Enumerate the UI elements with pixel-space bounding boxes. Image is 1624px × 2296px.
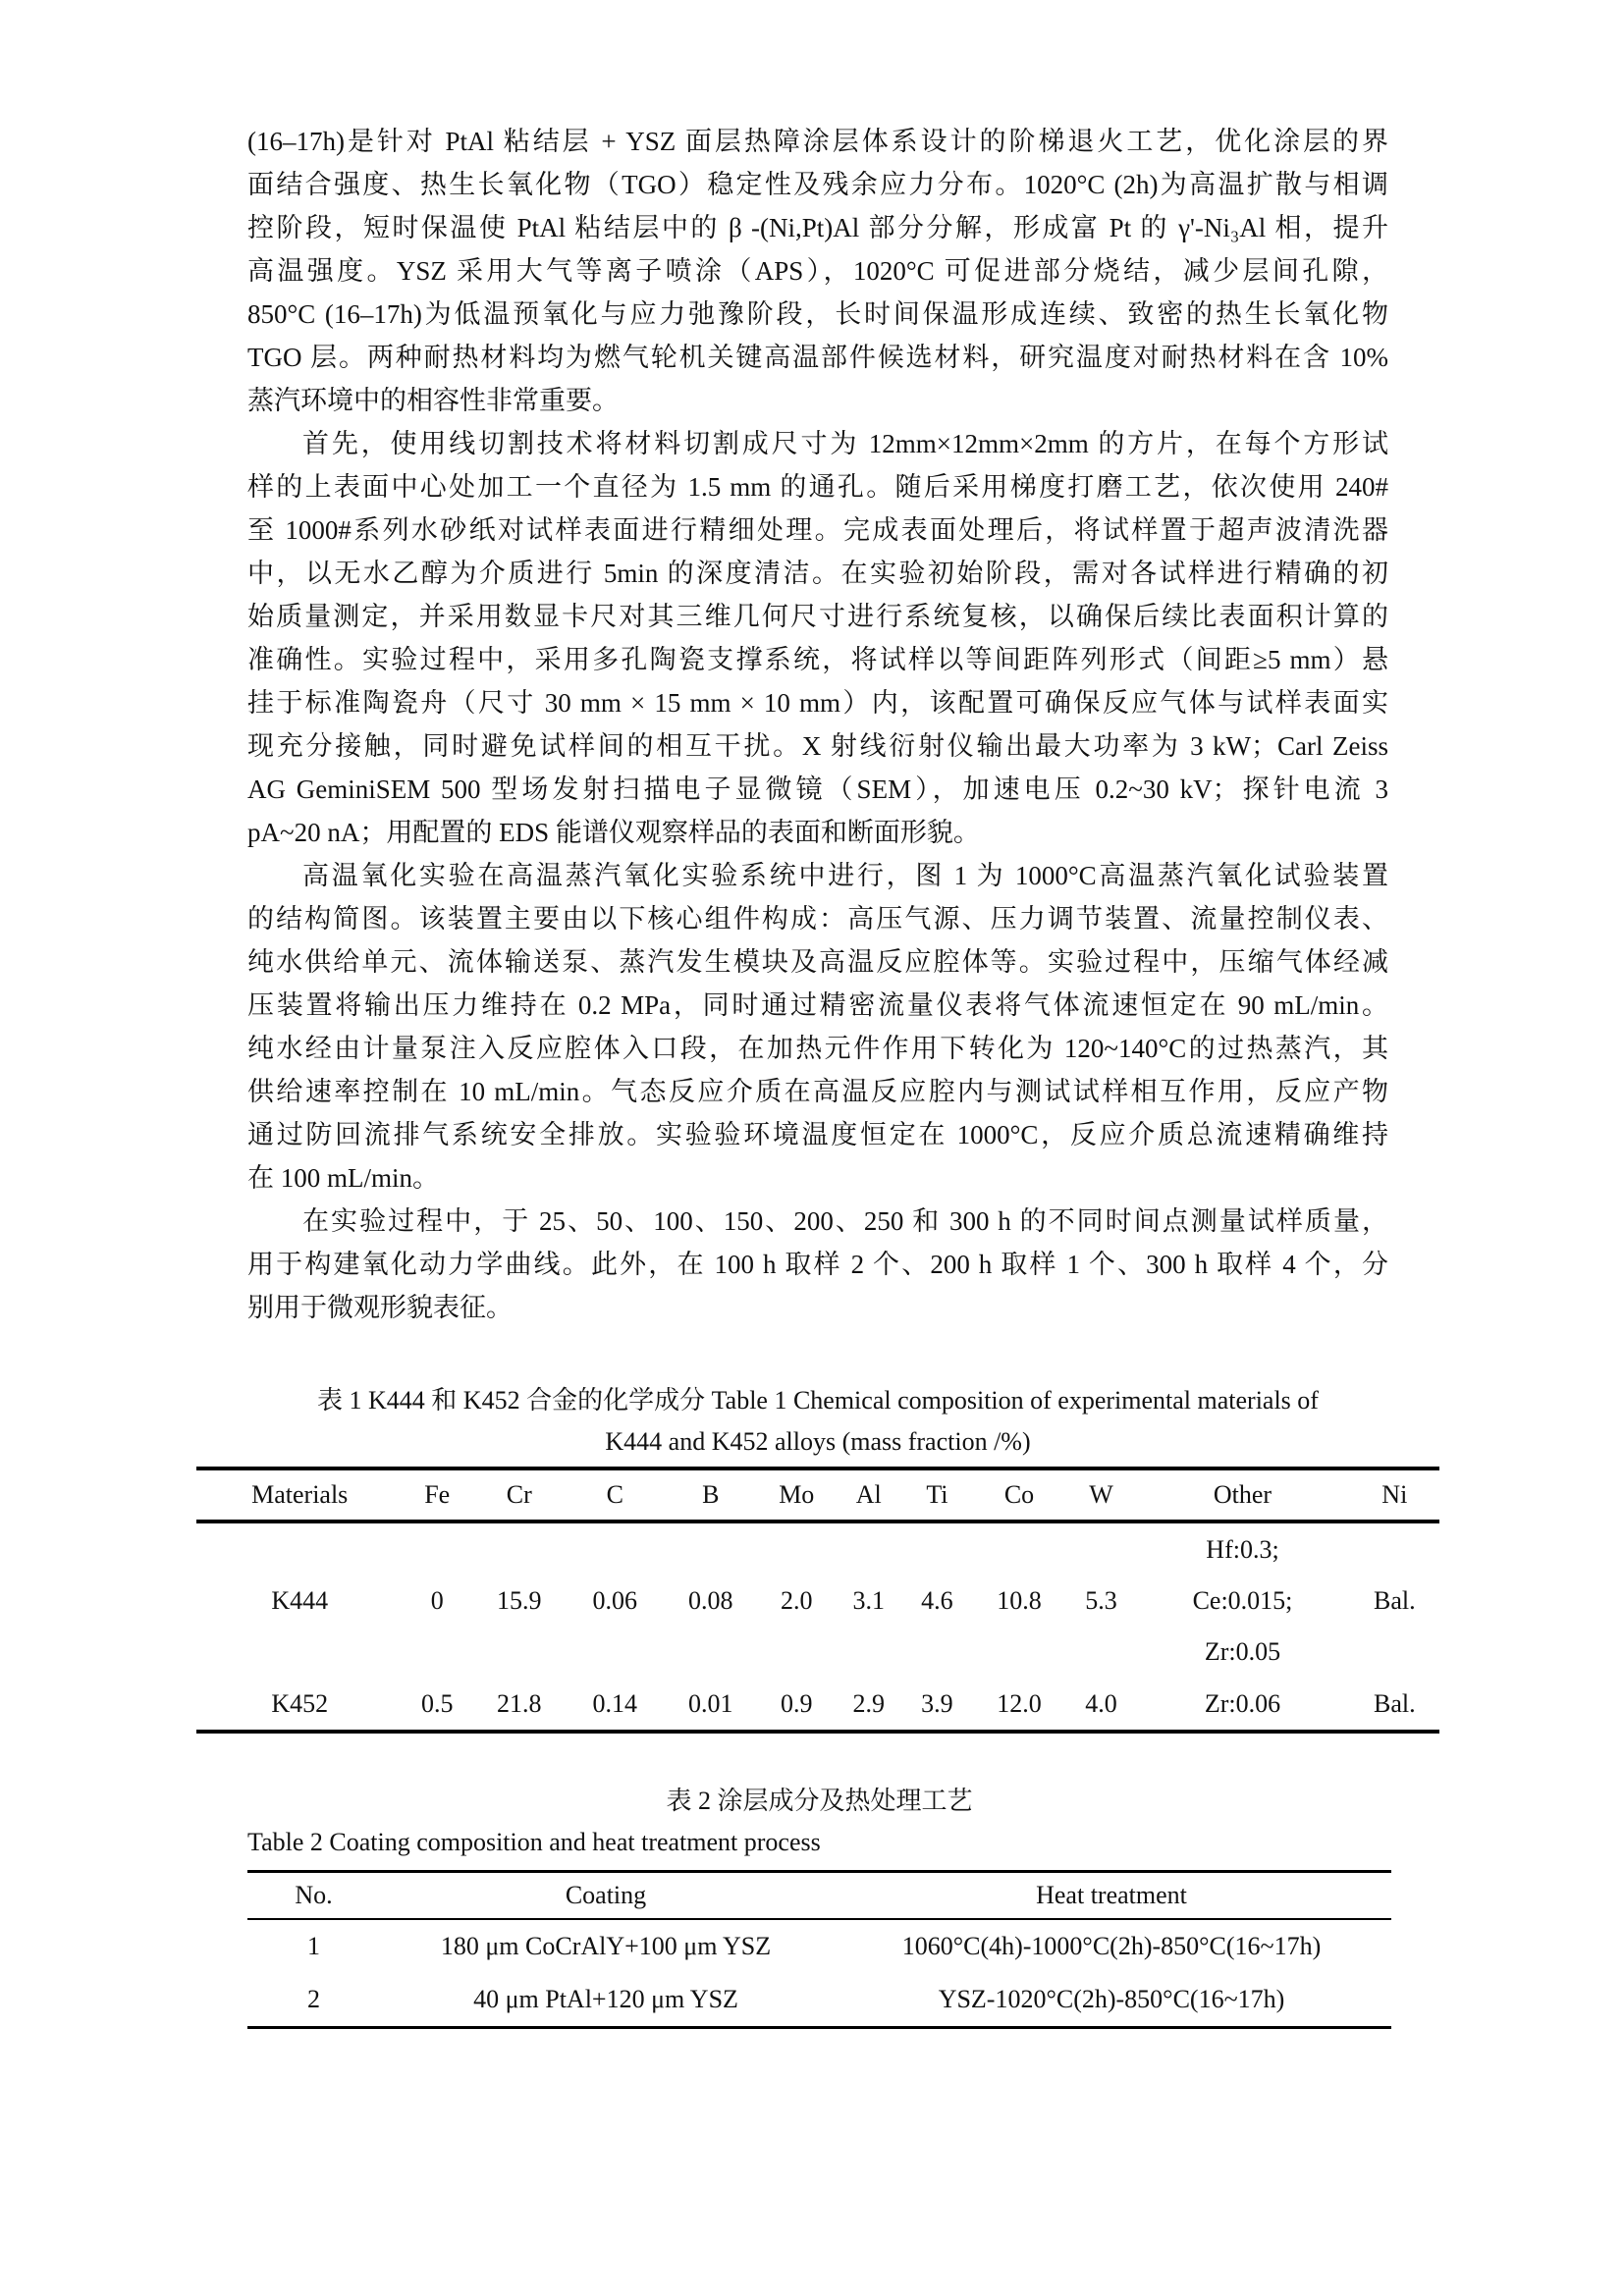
table-cell: 10.8	[997, 1586, 1042, 1615]
text-line: 蒸汽环境中的相容性非常重要。	[247, 386, 619, 415]
column-header: Al	[855, 1480, 882, 1509]
table-row	[247, 1919, 1391, 1973]
table-cell: 2.0	[781, 1586, 813, 1615]
text-line: 纯水供给单元、流体输送泵、蒸汽发生模块及高温反应腔体等。实验过程中，压缩气体经减	[247, 947, 1388, 977]
text-line: TGO 层。两种耐热材料均为燃气轮机关键高温部件候选材料，研究温度对耐热材料在含 10%	[247, 343, 1388, 372]
text-line: 首先，使用线切割技术将材料切割成尺寸为 12mm×12mm×2mm 的方片，在每个方形试	[302, 429, 1388, 458]
other-element: Hf:0.3;	[1206, 1535, 1279, 1564]
table-row	[247, 1973, 1391, 2028]
column-header: Fe	[424, 1480, 451, 1509]
table-cell: 1060°C(4h)-1000°C(2h)-850°C(16~17h)	[901, 1931, 1322, 1960]
text-line: 控阶段，短时保温使 PtAl 粘结层中的 β -(Ni,Pt)Al 部分分解，形成富 Pt 的 γ'-Ni₃Al 相，提升	[247, 213, 1388, 242]
text-line: AG GeminiSEM 500 型场发射扫描电子显微镜（SEM），加速电压 0.2~30 kV；探针电流 3	[247, 774, 1388, 804]
column-header: W	[1089, 1480, 1113, 1509]
table-cell: 4.6	[921, 1586, 953, 1615]
text-line: 高温氧化实验在高温蒸汽氧化实验系统中进行，图 1 为 1000°C高温蒸汽氧化试验装置	[302, 861, 1388, 890]
text-line: 中，以无水乙醇为介质进行 5min 的深度清洁。在实验初始阶段，需对各试样进行精确的初	[247, 559, 1388, 588]
text-line: 面结合强度、热生长氧化物（TGO）稳定性及残余应力分布。1020°C (2h)为高温扩散与相调	[247, 170, 1388, 199]
table-cell: 0.9	[781, 1689, 813, 1718]
text-line: (16–17h)是针对 PtAl 粘结层 + YSZ 面层热障涂层体系设计的阶梯退火工艺，优化涂层的界	[247, 127, 1388, 156]
text-line: 始质量测定，并采用数显卡尺对其三维几何尺寸进行系统复核，以确保后续比表面积计算的	[247, 602, 1388, 631]
table1-chemical-composition	[196, 1467, 1439, 1734]
column-header: Ni	[1381, 1480, 1408, 1509]
column-header: Mo	[779, 1480, 815, 1509]
paragraph	[247, 120, 1388, 422]
column-header: Heat treatment	[1036, 1880, 1187, 1909]
text-line: 挂于标准陶瓷舟（尺寸 30 mm × 15 mm × 10 mm）内，该配置可确保反应气体与试样表面实	[247, 688, 1388, 718]
table-cell: 12.0	[997, 1689, 1042, 1718]
text-line: 样的上表面中心处加工一个直径为 1.5 mm 的通孔。随后采用梯度打磨工艺，依次使用 240#	[247, 472, 1388, 502]
table-cell: Bal.	[1374, 1689, 1416, 1718]
table-cell: K452	[271, 1689, 329, 1718]
text-line: 高温强度。YSZ 采用大气等离子喷涂（APS），1020°C 可促进部分烧结，减少层间孔隙，	[247, 256, 1388, 286]
table-cell: 180 μm CoCrAlY+100 μm YSZ	[440, 1931, 772, 1960]
text-line: 850°C (16–17h)为低温预氧化与应力弛豫阶段，长时间保温形成连续、致密的热生长氧化物	[247, 299, 1388, 329]
column-header: Co	[1003, 1480, 1035, 1509]
column-header: Other	[1213, 1480, 1272, 1509]
column-header: Ti	[926, 1480, 948, 1509]
text-line: 在实验过程中，于 25、50、100、150、200、250 和 300 h 的不同时间点测量试样质量，	[302, 1206, 1388, 1236]
body-text	[247, 120, 1388, 1329]
text-line: pA~20 nA；用配置的 EDS 能谱仪观察样品的表面和断面形貌。	[247, 818, 980, 847]
table-row	[196, 1522, 1439, 1679]
text-line: 压装置将输出压力维持在 0.2 MPa，同时通过精密流量仪表将气体流速恒定在 90 mL/min。	[247, 990, 1388, 1020]
other-element: Ce:0.015;	[1192, 1586, 1293, 1615]
table-cell-other	[1135, 1522, 1349, 1679]
table-cell: 3.1	[852, 1586, 886, 1615]
text-line: 供给速率控制在 10 mL/min。气态反应介质在高温反应腔内与测试试样相互作用，反应产物	[247, 1077, 1388, 1106]
text-line: 的结构简图。该装置主要由以下核心组件构成：高压气源、压力调节装置、流量控制仪表、	[247, 904, 1388, 934]
column-header: Coating	[565, 1880, 647, 1909]
column-header: No.	[295, 1880, 333, 1909]
table-cell: 3.9	[921, 1689, 953, 1718]
other-element: Zr:0.06	[1204, 1689, 1281, 1718]
table-cell: Bal.	[1374, 1586, 1416, 1615]
text-line: 用于构建氧化动力学曲线。此外，在 100 h 取样 2 个、200 h 取样 1 个、300 h 取样 4 个，分	[247, 1250, 1388, 1279]
table-cell: 15.9	[497, 1586, 542, 1615]
table1-caption	[196, 1380, 1439, 1463]
paragraph	[247, 854, 1388, 1200]
text-line: 在 100 mL/min。	[247, 1163, 439, 1193]
table-cell: 2.9	[852, 1689, 886, 1718]
table-cell: 40 μm PtAl+120 μm YSZ	[473, 1984, 738, 2013]
table-cell: 5.3	[1085, 1586, 1117, 1615]
other-element: Zr:0.05	[1204, 1637, 1281, 1666]
table2-coating-heat-treatment	[247, 1870, 1391, 2029]
text-line: 别用于微观形貌表征。	[247, 1293, 513, 1322]
table2-caption: Table 2 Coating composition and heat treatment process	[247, 1828, 821, 1856]
table-cell: 0.01	[688, 1689, 733, 1718]
table-cell-other	[1135, 1679, 1349, 1732]
text-line: 现充分接触，同时避免试样间的相互干扰。X 射线衍射仪输出最大功率为 3 kW；Carl Zeiss	[247, 731, 1388, 761]
table-cell: 1	[307, 1931, 320, 1960]
text-line: 准确性。实验过程中，采用多孔陶瓷支撑系统，将试样以等间距阵列形式（间距≥5 mm）悬	[247, 645, 1388, 674]
table-cell: 0	[430, 1586, 444, 1615]
table-cell: 4.0	[1085, 1689, 1117, 1718]
table-cell: K444	[271, 1586, 329, 1615]
table-cell: 0.14	[592, 1689, 638, 1718]
paragraph	[247, 1200, 1388, 1329]
column-header: Cr	[506, 1480, 532, 1509]
table-cell: YSZ-1020°C(2h)-850°C(16~17h)	[938, 1984, 1285, 2013]
paragraph	[247, 422, 1388, 854]
table-cell: 21.8	[497, 1689, 542, 1718]
table-cell: 2	[307, 1984, 320, 2013]
column-header: C	[606, 1480, 623, 1509]
column-header: Materials	[251, 1480, 349, 1509]
table-cell: 0.08	[688, 1586, 733, 1615]
column-header: B	[702, 1480, 720, 1509]
text-line: 纯水经由计量泵注入反应腔体入口段，在加热元件作用下转化为 120~140°C的过热蒸汽，其	[247, 1034, 1388, 1063]
text-line: 至 1000#系列水砂纸对试样表面进行精细处理。完成表面处理后，将试样置于超声波清洗器	[247, 515, 1388, 545]
table1-caption-line2: K444 and K452 alloys (mass fraction /%)	[605, 1427, 1031, 1456]
table-row	[196, 1679, 1439, 1732]
table-cell: 0.5	[420, 1689, 454, 1718]
table2-title: 表 2 涂层成分及热处理工艺	[666, 1787, 973, 1815]
text-line: 通过防回流排气系统安全排放。实验验环境温度恒定在 1000°C，反应介质总流速精确维持	[247, 1120, 1388, 1149]
table1-caption-line1: 表 1 K444 和 K452 合金的化学成分 Table 1 Chemical composition of experimental materials of	[317, 1386, 1319, 1415]
table-cell: 0.06	[592, 1586, 638, 1615]
